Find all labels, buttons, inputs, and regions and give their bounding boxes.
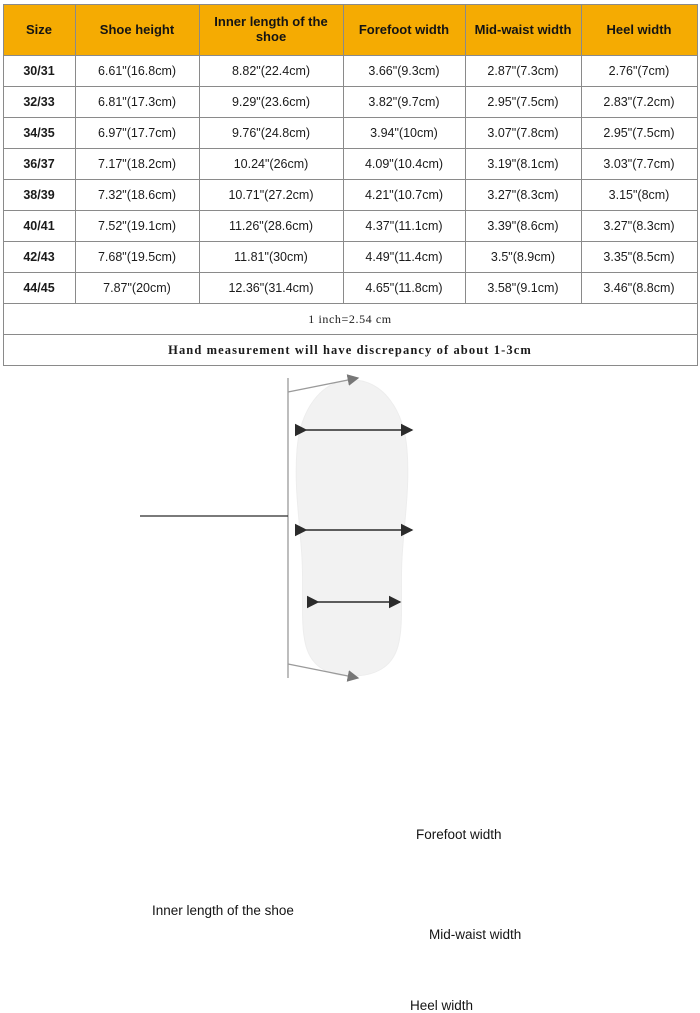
cell-mid-waist-width: 2.95"(7.5cm) [465, 87, 581, 118]
table-row [3, 211, 697, 242]
cell-heel-width: 3.03"(7.7cm) [581, 149, 697, 180]
table-row [3, 149, 697, 180]
column-header-heel-width: Heel width [581, 5, 697, 56]
cell-heel-width: 2.83"(7.2cm) [581, 87, 697, 118]
cell-shoe-height: 6.61"(16.8cm) [75, 56, 199, 87]
cell-size: 32/33 [3, 87, 75, 118]
table-body [3, 56, 697, 366]
cell-mid-waist-width: 3.19"(8.1cm) [465, 149, 581, 180]
cell-shoe-height: 6.97"(17.7cm) [75, 118, 199, 149]
size-chart-page [0, 4, 700, 1013]
cell-mid-waist-width: 3.58"(9.1cm) [465, 273, 581, 304]
cell-heel-width: 2.95"(7.5cm) [581, 118, 697, 149]
size-table [3, 4, 698, 366]
table-header-row [3, 5, 697, 56]
column-header-forefoot-width: Forefoot width [343, 5, 465, 56]
cell-forefoot-width: 4.09"(10.4cm) [343, 149, 465, 180]
cell-size: 30/31 [3, 56, 75, 87]
table-header [3, 5, 697, 56]
cell-size: 34/35 [3, 118, 75, 149]
cell-inner-length: 9.29"(23.6cm) [199, 87, 343, 118]
table-row [3, 118, 697, 149]
cell-forefoot-width: 4.49"(11.4cm) [343, 242, 465, 273]
table-row [3, 180, 697, 211]
cell-inner-length: 9.76"(24.8cm) [199, 118, 343, 149]
note-inch-conversion: 1 inch=2.54 cm [3, 304, 697, 335]
cell-heel-width: 3.15"(8cm) [581, 180, 697, 211]
cell-inner-length: 12.36"(31.4cm) [199, 273, 343, 304]
cell-size: 40/41 [3, 211, 75, 242]
cell-shoe-height: 7.52"(19.1cm) [75, 211, 199, 242]
table-note-row [3, 335, 697, 366]
cell-size: 38/39 [3, 180, 75, 211]
cell-mid-waist-width: 3.39"(8.6cm) [465, 211, 581, 242]
label-inner-length: Inner length of the shoe [152, 903, 294, 918]
cell-forefoot-width: 3.94"(10cm) [343, 118, 465, 149]
cell-shoe-height: 6.81"(17.3cm) [75, 87, 199, 118]
cell-size: 36/37 [3, 149, 75, 180]
label-forefoot-width: Forefoot width [416, 827, 502, 842]
column-header-mid-waist-width: Mid-waist width [465, 5, 581, 56]
cell-mid-waist-width: 3.27"(8.3cm) [465, 180, 581, 211]
cell-inner-length: 10.71"(27.2cm) [199, 180, 343, 211]
column-header-size: Size [3, 5, 75, 56]
cell-inner-length: 11.81"(30cm) [199, 242, 343, 273]
cell-inner-length: 10.24"(26cm) [199, 149, 343, 180]
note-measurement-discrepancy: Hand measurement will have discrepancy of about 1-3cm [3, 335, 697, 366]
cell-forefoot-width: 4.65"(11.8cm) [343, 273, 465, 304]
column-header-inner-length: Inner length of the shoe [199, 5, 343, 56]
cell-forefoot-width: 3.82"(9.7cm) [343, 87, 465, 118]
table-row [3, 273, 697, 304]
cell-forefoot-width: 4.37"(11.1cm) [343, 211, 465, 242]
cell-shoe-height: 7.68"(19.5cm) [75, 242, 199, 273]
cell-size: 42/43 [3, 242, 75, 273]
foot-diagram-svg [0, 372, 700, 684]
label-mid-waist-width: Mid-waist width [429, 927, 522, 942]
cell-inner-length: 8.82"(22.4cm) [199, 56, 343, 87]
label-heel-width: Heel width [410, 998, 474, 1013]
cell-mid-waist-width: 2.87"(7.3cm) [465, 56, 581, 87]
cell-mid-waist-width: 3.07"(7.8cm) [465, 118, 581, 149]
cell-mid-waist-width: 3.5"(8.9cm) [465, 242, 581, 273]
table-row [3, 56, 697, 87]
cell-inner-length: 11.26"(28.6cm) [199, 211, 343, 242]
column-header-shoe-height: Shoe height [75, 5, 199, 56]
cell-heel-width: 3.46"(8.8cm) [581, 273, 697, 304]
cell-shoe-height: 7.17"(18.2cm) [75, 149, 199, 180]
table-row [3, 87, 697, 118]
cell-size: 44/45 [3, 273, 75, 304]
foot-diagram [0, 372, 700, 1013]
cell-heel-width: 3.35"(8.5cm) [581, 242, 697, 273]
cell-forefoot-width: 3.66"(9.3cm) [343, 56, 465, 87]
cell-heel-width: 3.27"(8.3cm) [581, 211, 697, 242]
cell-shoe-height: 7.32"(18.6cm) [75, 180, 199, 211]
cell-forefoot-width: 4.21"(10.7cm) [343, 180, 465, 211]
cell-shoe-height: 7.87"(20cm) [75, 273, 199, 304]
table-note-row [3, 304, 697, 335]
table-row [3, 242, 697, 273]
cell-heel-width: 2.76"(7cm) [581, 56, 697, 87]
insole-shape [296, 380, 408, 676]
